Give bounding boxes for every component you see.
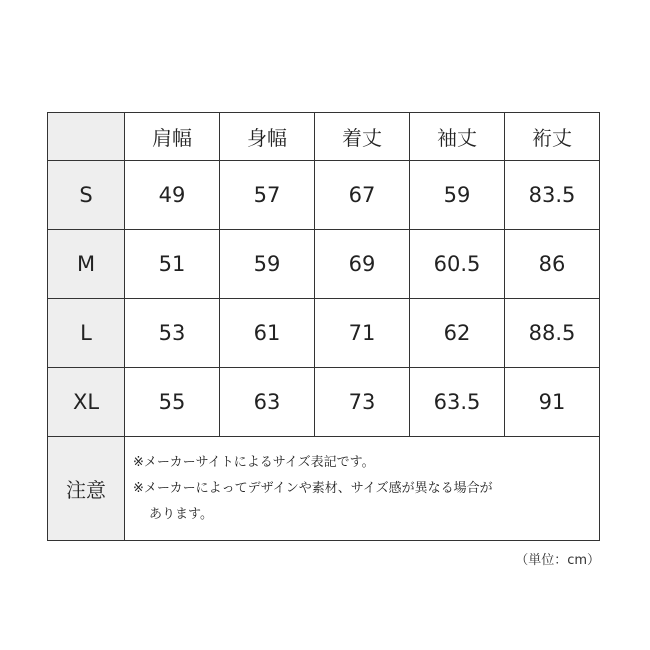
table-row-xl	[48, 368, 600, 437]
table-cell: 60.5	[410, 230, 505, 299]
table-cell: 67	[315, 161, 410, 230]
table-cell: 88.5	[505, 299, 600, 368]
note-line: ※メーカーサイトによるサイズ表記です。	[133, 454, 375, 470]
table-cell: 49	[125, 161, 220, 230]
table-cell: 62	[410, 299, 505, 368]
table-cell: 91	[505, 368, 600, 437]
size-label: XL	[48, 368, 125, 437]
header-corner	[48, 113, 125, 161]
header-row	[48, 113, 600, 161]
table-row-s	[48, 161, 600, 230]
note-line: ※メーカーによってデザインや素材、サイズ感が異なる場合が	[133, 480, 493, 496]
note-line: あります。	[149, 506, 213, 522]
table-cell: 61	[220, 299, 315, 368]
table-cell: 55	[125, 368, 220, 437]
size-label: L	[48, 299, 125, 368]
table-cell: 53	[125, 299, 220, 368]
unit-note: （単位：cm）	[515, 553, 600, 568]
header-length: 着丈	[315, 113, 410, 161]
header-shoulder-width: 肩幅	[125, 113, 220, 161]
size-label: M	[48, 230, 125, 299]
table-cell: 86	[505, 230, 600, 299]
size-chart-table	[47, 112, 600, 541]
table-row-m	[48, 230, 600, 299]
table-cell: 59	[220, 230, 315, 299]
table-row-l	[48, 299, 600, 368]
table-cell: 69	[315, 230, 410, 299]
notes-row	[48, 437, 600, 541]
table-cell: 51	[125, 230, 220, 299]
table-cell: 71	[315, 299, 410, 368]
table-cell: 59	[410, 161, 505, 230]
table-cell: 63.5	[410, 368, 505, 437]
table-cell: 73	[315, 368, 410, 437]
table-cell: 83.5	[505, 161, 600, 230]
header-sleeve-length: 袖丈	[410, 113, 505, 161]
header-body-width: 身幅	[220, 113, 315, 161]
table-cell: 63	[220, 368, 315, 437]
notes-body	[125, 437, 600, 541]
notes-label: 注意	[48, 437, 125, 541]
size-label: S	[48, 161, 125, 230]
header-yuki-length: 裄丈	[505, 113, 600, 161]
table-cell: 57	[220, 161, 315, 230]
